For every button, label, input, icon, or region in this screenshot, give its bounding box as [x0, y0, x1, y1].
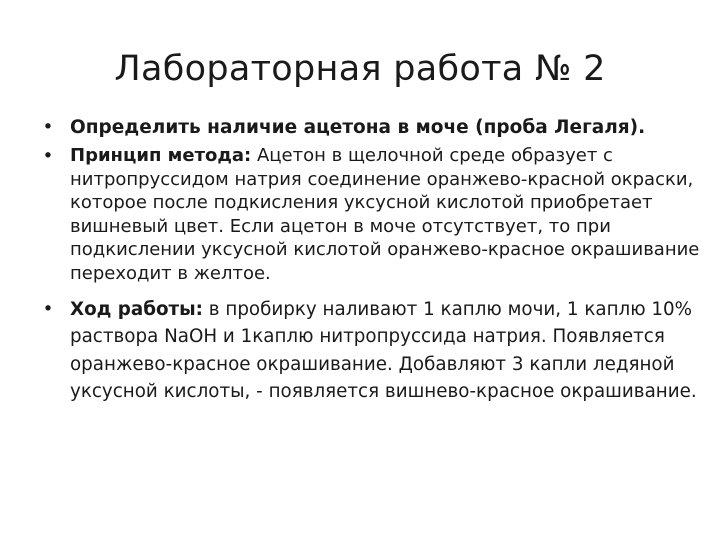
bullet-item-task: [40, 115, 700, 141]
bullet-dot-icon: •: [42, 117, 54, 138]
bullet-item-procedure: [40, 296, 700, 406]
bullet-item-principle: [40, 144, 700, 286]
bullet-list: [40, 115, 700, 406]
procedure-label: Ход работы:: [70, 298, 203, 320]
bullet-dot-icon: •: [42, 298, 54, 320]
slide-title: Лабораторная работа № 2: [114, 49, 606, 89]
procedure-text: в пробирку наливают 1 каплю мочи, 1 каплю 10% раствора NaOH и 1каплю нитропруссида натрия. Появляется оранжево-красное окрашивание. Добавляют 3 капли ледяной уксусной кислоты, - появляется вишнево-красное окрашивание.: [70, 298, 697, 403]
task-text: Определить наличие ацетона в моче (проба Легаля).: [70, 117, 646, 138]
principle-text: Ацетон в щелочной среде образует с нитропруссидом натрия соединение оранжево-красной окраски, которое после подкисления уксусной кислотой приобретает вишневый цвет. Если ацетон в моче отсутствует, то при подкислении уксусной кислотой оранжево-красное окрашивание переходит в желтое.: [70, 145, 700, 284]
principle-label: Принцип метода:: [70, 145, 252, 166]
bullet-dot-icon: •: [42, 146, 54, 167]
